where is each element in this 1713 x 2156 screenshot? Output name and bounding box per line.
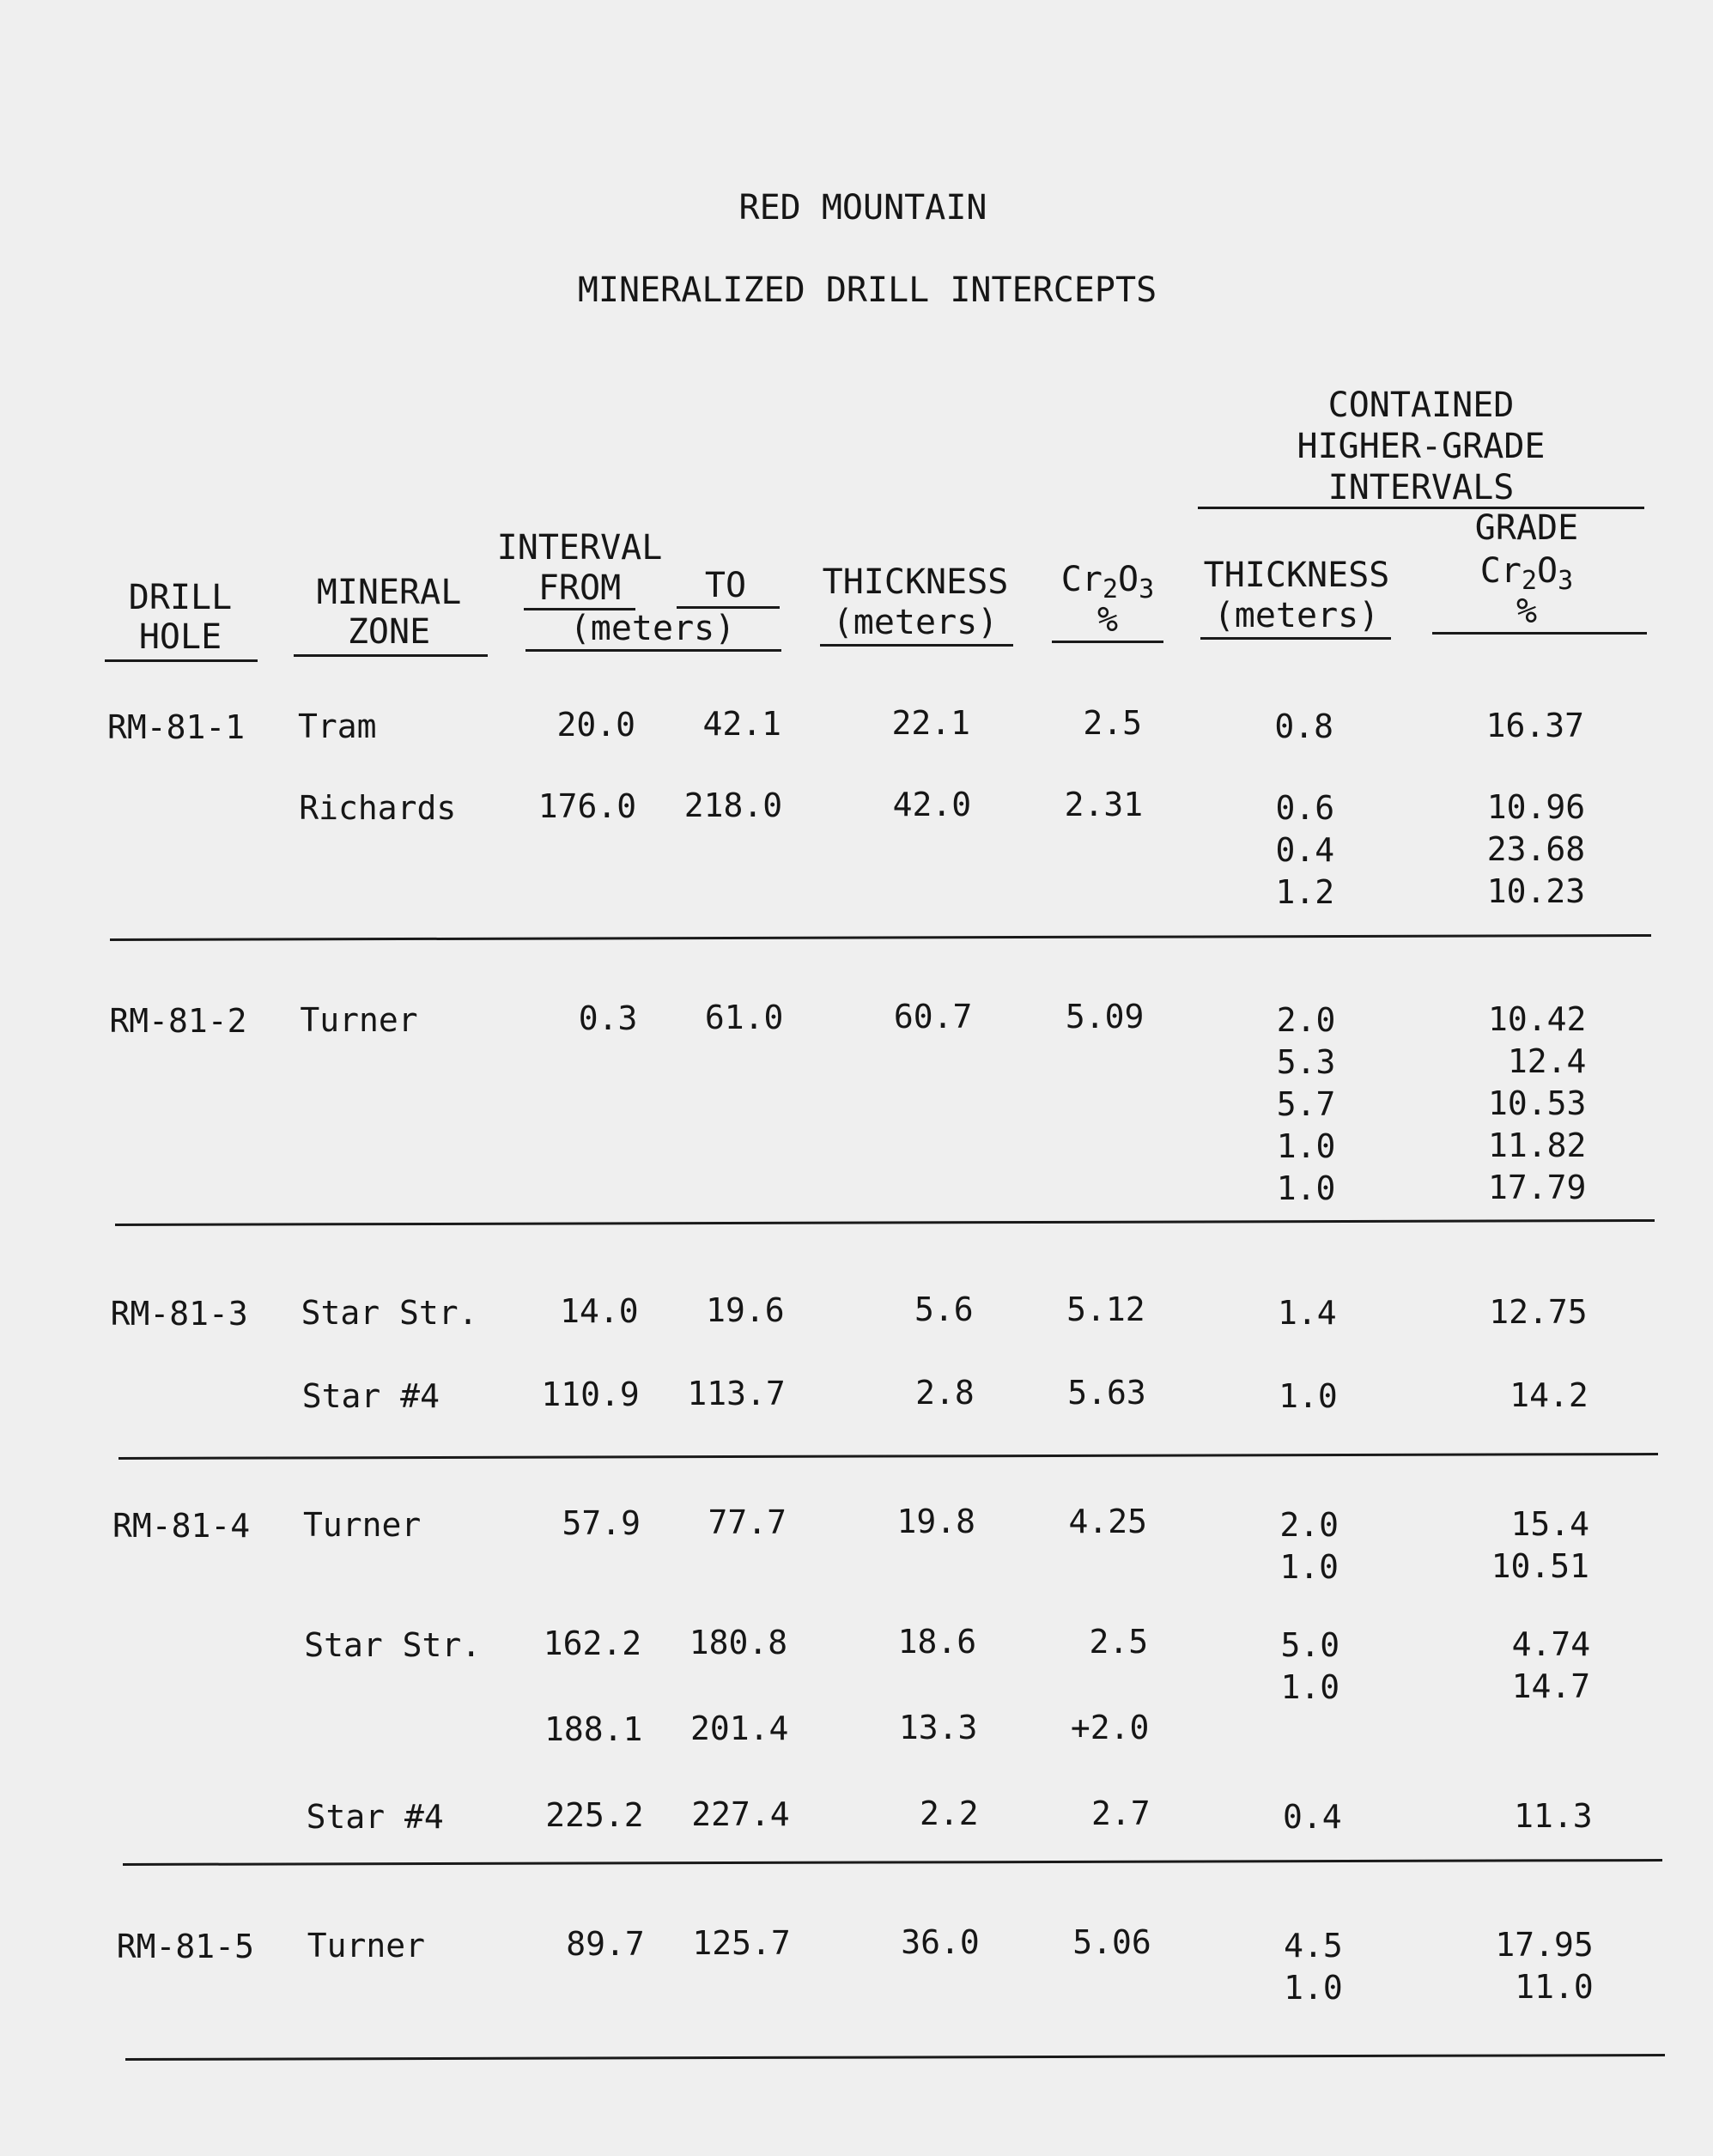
cell-cr: 2.31 (1064, 785, 1144, 823)
cell-to: 113.7 (687, 1375, 786, 1413)
cell-from: 0.3 (578, 999, 638, 1038)
cell-hole: RM-81-1 (107, 708, 246, 746)
header-cr2o3-percent: % (1096, 600, 1119, 640)
cell-hg-thick: 0.4 (1282, 1797, 1342, 1836)
header-cr2o3-rule (1052, 641, 1163, 643)
cell-hg-grade: 11.3 (1514, 1796, 1593, 1835)
cell-cr: +2.0 (1070, 1708, 1150, 1746)
cell-to: 42.1 (702, 705, 781, 744)
cell-hg-grade: 10.96 23.68 10.23 (1486, 787, 1586, 910)
page-subtitle: MINERALIZED DRILL INTERCEPTS (577, 270, 1157, 310)
header-grade-rule (1432, 632, 1647, 635)
header-to: TO (704, 566, 747, 605)
section-divider (115, 1219, 1655, 1226)
cell-hole: RM-81-5 (116, 1927, 254, 1965)
cell-hg-grade: 10.42 12.4 10.53 11.82 17.79 (1488, 999, 1587, 1206)
cell-to: 61.0 (704, 999, 784, 1037)
header-zone-rule (294, 654, 488, 657)
header-thickness: THICKNESS (822, 562, 1009, 602)
cell-hg-thick: 1.4 (1277, 1293, 1337, 1332)
cell-hole: RM-81-3 (110, 1294, 248, 1333)
cell-cr: 5.06 (1072, 1922, 1151, 1961)
header-grade-percent: % (1516, 592, 1538, 631)
cell-cr: 2.5 (1083, 703, 1142, 742)
cell-cr: 5.12 (1066, 1290, 1145, 1328)
cell-thick: 60.7 (893, 998, 973, 1036)
header-cr2o3: $Cr_2O_3$ (1060, 560, 1155, 604)
cell-from: 188.1 (544, 1710, 643, 1749)
header-contained-2: HIGHER-GRADE (1297, 427, 1546, 466)
cell-cr: 5.63 (1067, 1373, 1146, 1412)
cell-thick: 2.8 (915, 1374, 975, 1412)
cell-thick: 13.3 (898, 1709, 978, 1747)
header-hg-thickness-rule (1200, 637, 1391, 640)
header-contained-1: CONTAINED (1327, 386, 1515, 425)
cell-cr: 2.5 (1089, 1622, 1149, 1661)
cell-hg-grade: 17.95 11.0 (1495, 1925, 1594, 2006)
cell-zone: Star #4 (306, 1797, 444, 1836)
header-zone-1: MINERAL (316, 573, 462, 612)
cell-cr: 5.09 (1065, 997, 1145, 1035)
header-grade: GRADE (1474, 508, 1579, 548)
header-drill-rule (105, 659, 258, 662)
cell-zone: Richards (299, 788, 457, 827)
cell-hg-grade: 4.74 14.7 (1511, 1625, 1591, 1705)
cell-from: 162.2 (543, 1625, 642, 1663)
section-divider (125, 2054, 1665, 2061)
header-contained-3: INTERVALS (1327, 468, 1515, 507)
cell-zone: Turner (303, 1505, 422, 1544)
header-thickness-rule (820, 644, 1013, 647)
cell-hg-grade: 16.37 (1485, 706, 1584, 744)
cell-hole: RM-81-2 (109, 1001, 247, 1040)
cell-zone: Star Str. (301, 1293, 478, 1332)
cell-to: 227.4 (691, 1795, 790, 1834)
page-title: RED MOUNTAIN (738, 188, 987, 228)
cell-zone: Star Str. (304, 1625, 482, 1664)
cell-hg-grade: 15.4 10.51 (1491, 1504, 1589, 1585)
header-interval-rule (525, 649, 781, 652)
cell-to: 125.7 (692, 1924, 791, 1963)
header-drill-1: DRILL (128, 578, 233, 617)
cell-zone: Star #4 (301, 1376, 440, 1415)
cell-to: 19.6 (706, 1291, 785, 1330)
cell-thick: 18.6 (897, 1623, 977, 1661)
cell-from: 20.0 (556, 706, 635, 744)
header-thickness-units: (meters) (832, 603, 999, 642)
cell-hg-thick: 5.0 1.0 (1280, 1625, 1340, 1706)
cell-zone: Tram (298, 707, 377, 745)
cell-hg-grade: 14.2 (1510, 1376, 1588, 1414)
cell-thick: 42.0 (892, 786, 972, 824)
header-hg-thickness-units: (meters) (1213, 596, 1380, 635)
header-from: FROM (538, 568, 622, 608)
cell-cr: 2.7 (1090, 1794, 1151, 1832)
cell-to: 201.4 (690, 1710, 789, 1748)
cell-hg-thick: 1.0 (1279, 1376, 1338, 1415)
section-divider (110, 934, 1651, 941)
header-hg-thickness: THICKNESS (1203, 556, 1390, 595)
cell-to: 180.8 (689, 1624, 788, 1662)
cell-hole: RM-81-4 (112, 1506, 251, 1545)
header-interval: INTERVAL (496, 528, 663, 568)
cell-to: 77.7 (708, 1503, 787, 1542)
section-divider (123, 1859, 1662, 1866)
cell-hg-grade: 12.75 (1489, 1292, 1588, 1331)
header-zone-2: ZONE (347, 612, 431, 652)
cell-zone: Turner (300, 1000, 418, 1039)
cell-hg-thick: 0.6 0.4 1.2 (1275, 788, 1335, 911)
cell-from: 57.9 (562, 1504, 641, 1543)
cell-thick: 2.2 (919, 1795, 979, 1833)
cell-thick: 5.6 (914, 1291, 974, 1329)
cell-from: 89.7 (566, 1925, 645, 1964)
cell-from: 225.2 (545, 1796, 644, 1835)
cell-from: 176.0 (538, 787, 637, 826)
cell-hg-thick: 2.0 1.0 (1279, 1505, 1339, 1586)
cell-thick: 22.1 (891, 704, 970, 743)
cell-thick: 36.0 (901, 1923, 980, 1962)
header-interval-units: (meters) (569, 609, 736, 648)
cell-hg-thick: 0.8 (1274, 707, 1333, 745)
cell-cr: 4.25 (1068, 1502, 1147, 1540)
cell-to: 218.0 (683, 786, 783, 825)
cell-thick: 19.8 (896, 1503, 975, 1541)
cell-hg-thick: 4.5 1.0 (1284, 1926, 1343, 2007)
cell-hg-thick: 2.0 5.3 5.7 1.0 1.0 (1276, 1000, 1336, 1207)
header-drill-2: HOLE (138, 617, 222, 657)
cell-zone: Turner (307, 1926, 426, 1965)
section-divider (118, 1453, 1658, 1460)
cell-from: 14.0 (560, 1292, 639, 1331)
header-grade-cr2o3: $Cr_2O_3$ (1479, 551, 1574, 596)
cell-from: 110.9 (541, 1376, 640, 1414)
